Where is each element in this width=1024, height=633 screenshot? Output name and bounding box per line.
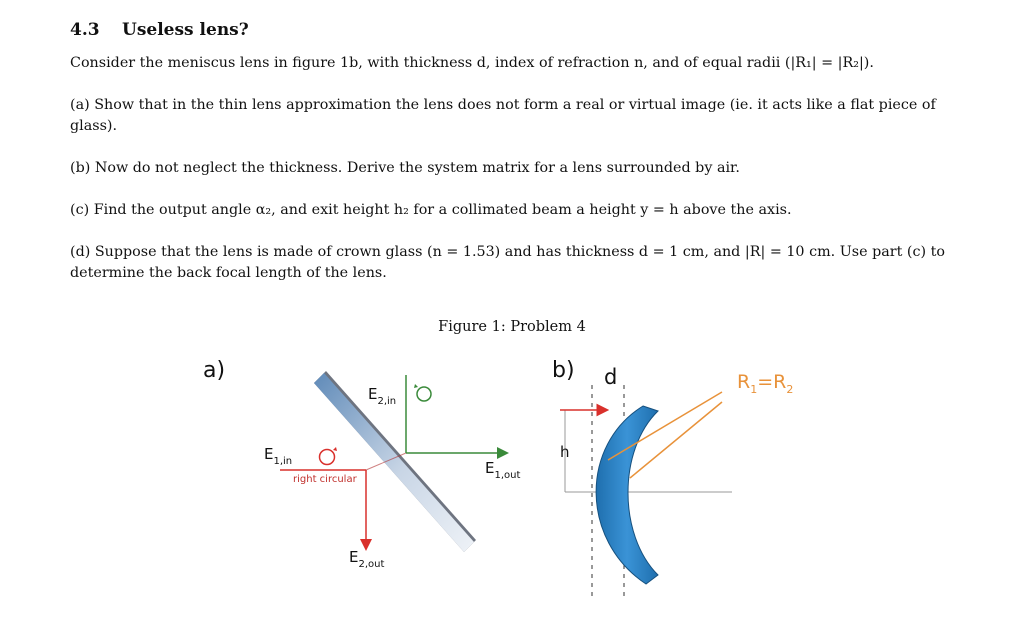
part-b-text: (b) Now do not neglect the thickness. Derive the system matrix for a lens surrounded by air.	[70, 160, 740, 176]
e2-in-label: $E_{2,in}$	[368, 385, 397, 407]
part-c-text: (c) Find the output angle α₂, and exit height h₂ for a collimated beam a height y = h above the axis.	[70, 202, 792, 218]
intro-paragraph: Consider the meniscus lens in figure 1b, with thickness d, index of refraction n, and of equal radii (|R₁| = |R₂|).	[70, 55, 874, 71]
meniscus-lens	[596, 406, 658, 584]
figure-caption: Figure 1: Problem 4	[438, 319, 586, 335]
section-title: Useless lens?	[122, 20, 249, 40]
e1-in-label: $E_{1,in}$	[264, 445, 293, 467]
radii-label: $R_1=R_2$	[737, 371, 794, 396]
thickness-label: d	[604, 365, 618, 389]
panel-b	[552, 358, 793, 600]
left-circular-icon	[414, 384, 431, 401]
height-label: h	[560, 443, 570, 461]
panel-b-label: b)	[552, 358, 575, 383]
part-d-text: (d) Suppose that the lens is made of crown glass (n = 1.53) and has thickness d = 1 cm, and |R| = 10 cm. Use part (c) to determine the back focal length of the lens.	[70, 244, 945, 281]
section-number: 4.3	[70, 20, 100, 40]
panel-a-label: a)	[203, 358, 226, 383]
e1-out-label: $E_{1,out}$	[485, 459, 521, 481]
right-circular-icon	[320, 447, 338, 465]
right-circular-label: right circular	[293, 474, 357, 485]
panel-a	[203, 358, 520, 570]
part-a-text: (a) Show that in the thin lens approximation the lens does not form a real or virtual image (ie. it acts like a flat piece of glass).	[70, 97, 936, 134]
e2-out-label: $E_{2,out}$	[349, 548, 385, 570]
